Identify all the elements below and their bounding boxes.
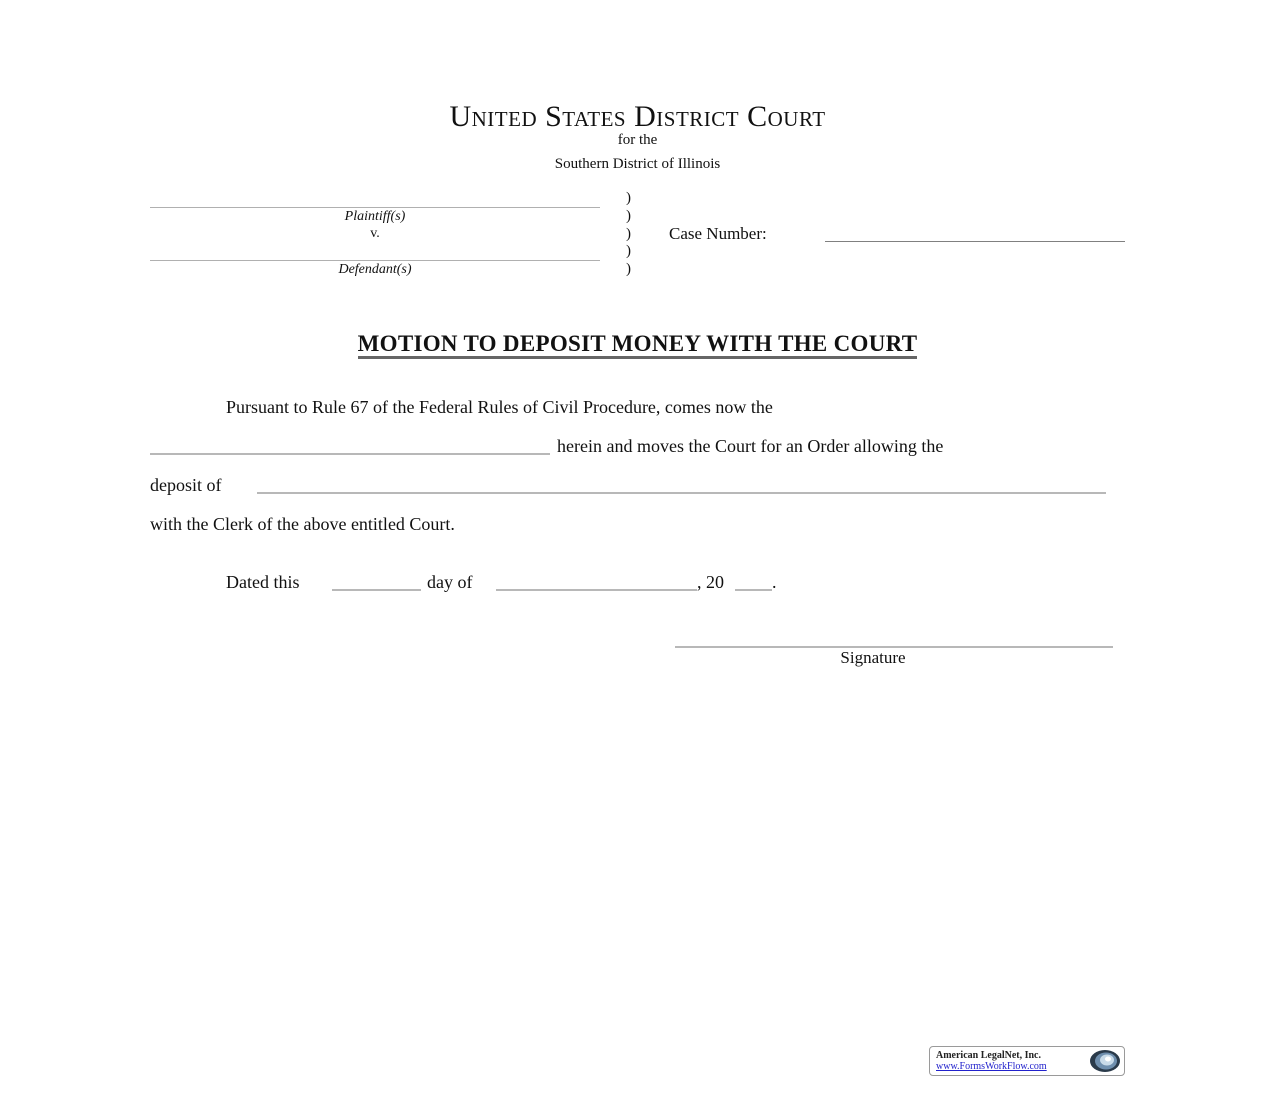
- dated-year-blank[interactable]: [735, 589, 772, 591]
- body-line-4: with the Clerk of the above entitled Court.: [150, 514, 455, 534]
- motion-title-text: MOTION TO DEPOSIT MONEY WITH THE COURT: [358, 331, 918, 359]
- dated-year-prefix: , 20: [697, 572, 724, 592]
- signature-label: Signature: [840, 648, 906, 667]
- caption-paren: ): [626, 226, 631, 242]
- dated-period: .: [772, 572, 777, 592]
- plaintiff-line[interactable]: [150, 207, 600, 208]
- caption-paren: ): [626, 208, 631, 224]
- dated-month-blank[interactable]: [496, 589, 697, 591]
- globe-logo-icon: [1088, 1049, 1122, 1073]
- footer-company: American LegalNet, Inc.: [936, 1050, 1041, 1061]
- motion-title: [0, 331, 1275, 357]
- court-title: United States District Court: [449, 100, 826, 133]
- movant-name-blank[interactable]: [150, 453, 550, 455]
- dated-prefix: Dated this: [226, 572, 300, 592]
- for-the-text: for the: [617, 132, 658, 148]
- footer-badge[interactable]: [929, 1046, 1125, 1076]
- case-number-field[interactable]: [825, 241, 1125, 242]
- body-line-1: Pursuant to Rule 67 of the Federal Rules of Civil Procedure, comes now the: [226, 397, 773, 417]
- versus-label: v.: [370, 226, 380, 241]
- body-line-2: herein and moves the Court for an Order allowing the: [557, 436, 944, 456]
- case-number-label: Case Number:: [669, 224, 767, 243]
- defendant-label: Defendant(s): [338, 262, 412, 277]
- caption-paren: ): [626, 190, 631, 206]
- footer-url-link[interactable]: www.FormsWorkFlow.com: [936, 1061, 1047, 1072]
- defendant-line[interactable]: [150, 260, 600, 261]
- plaintiff-label: Plaintiff(s): [344, 209, 406, 224]
- caption-paren: ): [626, 243, 631, 259]
- dated-day-of: day of: [427, 572, 473, 592]
- deposit-amount-blank[interactable]: [257, 492, 1106, 494]
- caption-paren: ): [626, 261, 631, 277]
- district-name: Southern District of Illinois: [554, 156, 721, 172]
- dated-day-blank[interactable]: [332, 589, 421, 591]
- body-line-3-prefix: deposit of: [150, 475, 222, 495]
